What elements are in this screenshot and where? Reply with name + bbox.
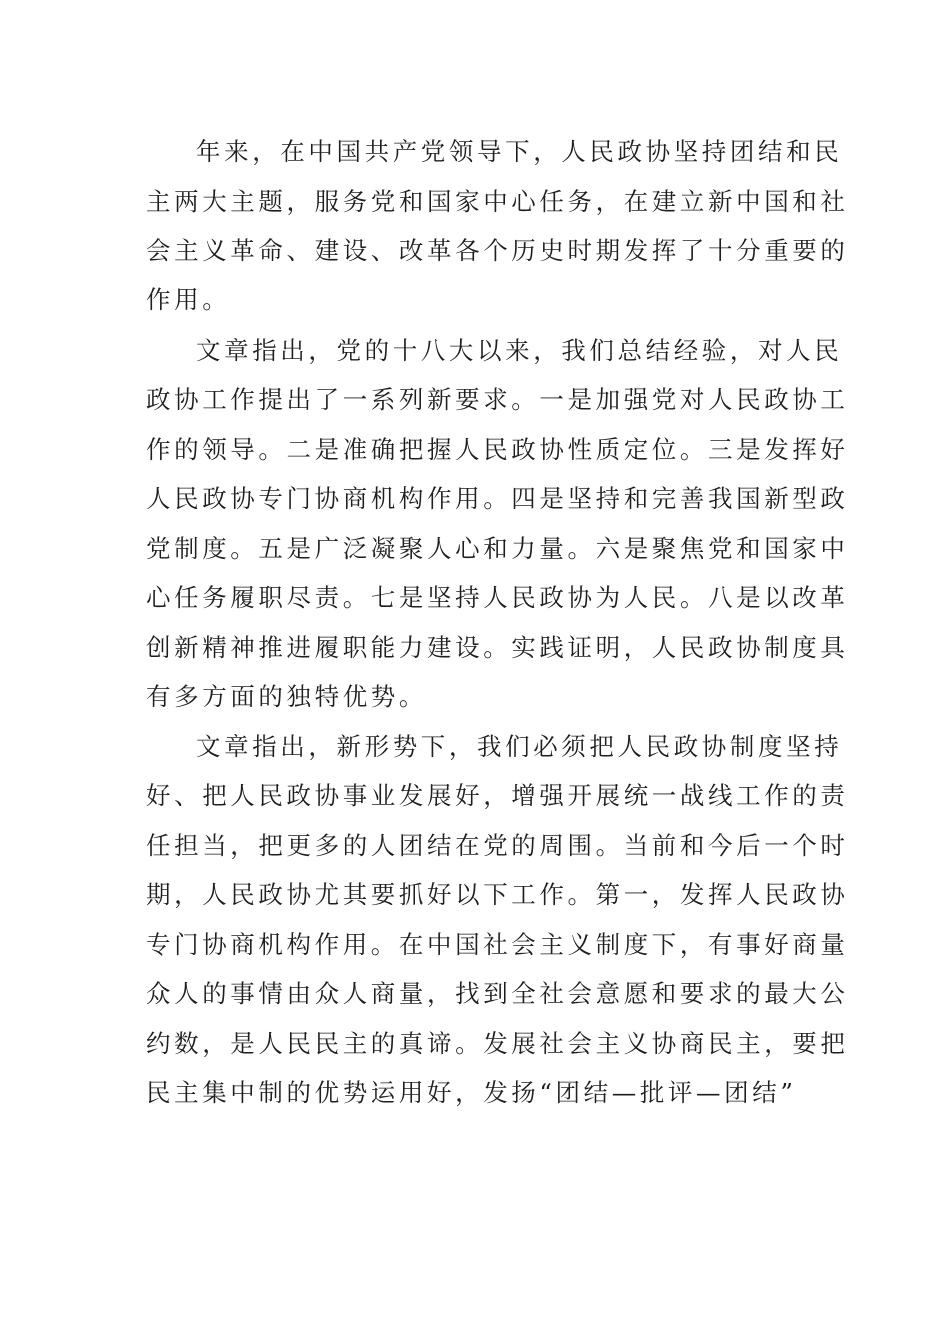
paragraph-3-line-4: 期，人民政协尤其要抓好以下工作。第一，发挥人民政协 <box>146 880 849 909</box>
paragraph-2-line-7: 创新精神推进履职能力建设。实践证明，人民政协制度具 <box>146 633 849 662</box>
paragraph-2-line-2: 政协工作提出了一系列新要求。一是加强党对人民政协工 <box>146 385 849 414</box>
paragraph-3-line-3: 任担当，把更多的人团结在党的周围。当前和今后一个时 <box>146 831 849 860</box>
paragraph-2-line-6: 心任务履职尽责。七是坚持人民政协为人民。八是以改革 <box>146 583 849 612</box>
paragraph-3-line-2: 好、把人民政协事业发展好，增强开展统一战线工作的责 <box>146 781 849 810</box>
paragraph-3-line-7: 约数，是人民民主的真谛。发展社会主义协商民主，要把 <box>146 1029 849 1058</box>
paragraph-1-line-2: 主两大主题，服务党和国家中心任务，在建立新中国和社 <box>146 187 849 216</box>
paragraph-3-line-6: 众人的事情由众人商量，找到全社会意愿和要求的最大公 <box>146 979 849 1008</box>
paragraph-3-line-5: 专门协商机构作用。在中国社会主义制度下，有事好商量 <box>146 930 849 959</box>
paragraph-1-line-4: 作用。 <box>146 285 231 314</box>
paragraph-2-line-1: 文章指出，党的十八大以来，我们总结经验，对人民 <box>196 336 843 365</box>
paragraph-2-line-8: 有多方面的独特优势。 <box>146 682 427 711</box>
paragraph-1-line-3: 会主义革命、建设、改革各个历史时期发挥了十分重要的 <box>146 236 849 265</box>
paragraph-3-line-1: 文章指出，新形势下，我们必须把人民政协制度坚持 <box>196 732 843 761</box>
paragraph-2-line-3: 作的领导。二是准确把握人民政协性质定位。三是发挥好 <box>146 435 849 464</box>
paragraph-2-line-5: 党制度。五是广泛凝聚人心和力量。六是聚焦党和国家中 <box>146 534 849 563</box>
paragraph-2-line-4: 人民政协专门协商机构作用。四是坚持和完善我国新型政 <box>146 484 849 513</box>
paragraph-3-line-8: 民主集中制的优势运用好，发扬“团结—批评—团结” <box>146 1078 797 1107</box>
paragraph-1-line-1: 年来，在中国共产党领导下，人民政协坚持团结和民 <box>196 137 843 166</box>
